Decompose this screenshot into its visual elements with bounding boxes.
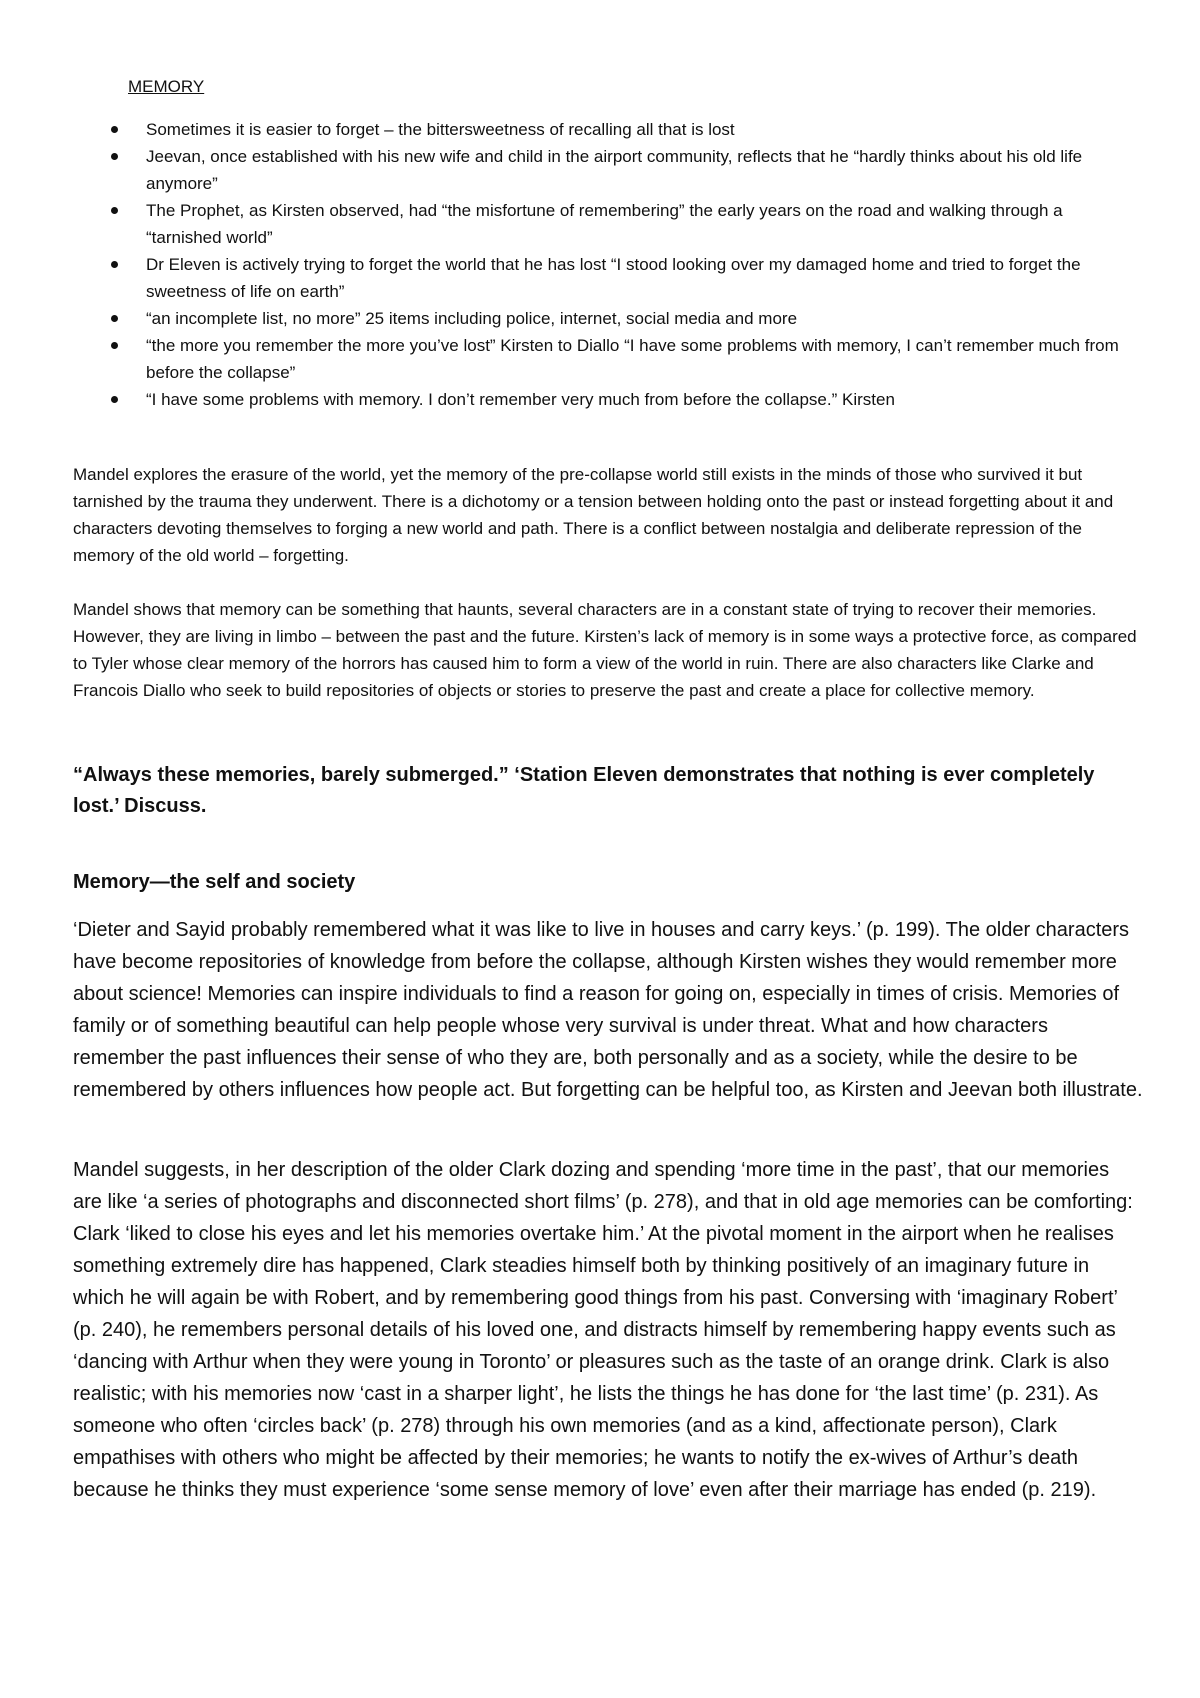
repositories-paragraph: ‘Dieter and Sayid probably remembered what it was like to live in houses and carry keys.’ (p. 199). The older characters have become repositories of knowledge from before the collapse, although Kirsten wishes they would remember more about science! Memories can inspire individuals to find a reason for going on, especially in times of crisis. Memories of family or of something beautiful can help people whose very survival is under threat. What and how characters remember the past influences their sense of who they are, both personally and as a society, while the desire to be remembered by others influences how people act. But forgetting can be helpful too, as Kirsten and Jeevan both illustrate. xyxy=(73,919,1143,1101)
bullet-text: The Prophet, as Kirsten observed, had “the misfortune of remembering” the early years on the road and walking through a “tarnished world” xyxy=(146,201,1063,247)
bullet-text: Dr Eleven is actively trying to forget the world that he has lost “I stood looking over my damaged home and tried to forget the sweetness of life on earth” xyxy=(146,255,1081,301)
bullet-item xyxy=(106,251,1136,305)
bullet-icon xyxy=(111,153,118,160)
bullet-icon xyxy=(111,126,118,133)
bullet-item xyxy=(106,386,1136,413)
bullet-item xyxy=(106,197,1136,251)
bullet-icon xyxy=(111,396,118,403)
bullet-icon xyxy=(111,207,118,214)
bullet-icon xyxy=(111,342,118,349)
bullet-text: “the more you remember the more you’ve lost” Kirsten to Diallo “I have some problems with memory, I can’t remember much from before the collapse” xyxy=(146,336,1119,382)
bullet-icon xyxy=(111,315,118,322)
bullet-text: Jeevan, once established with his new wife and child in the airport community, reflects that he “hardly thinks about his old life anymore” xyxy=(146,147,1083,193)
bullet-text: Sometimes it is easier to forget – the bittersweetness of recalling all that is lost xyxy=(146,120,735,139)
bullet-item xyxy=(106,116,1136,143)
clark-memories-paragraph: Mandel suggests, in her description of the older Clark dozing and spending ‘more time in the past’, that our memories are like ‘a series of photographs and disconnected short films’ (p. 278), and that in old age memories can be comforting: Clark ‘liked to close his eyes and let his memories overtake him.’ At the pivotal moment in the airport when he realises something extremely dire has happened, Clark steadies himself both by thinking positively of an imaginary future in which he will again be with Robert, and by remembering good things from his past. Conversing with ‘imaginary Robert’ (p. 240), he remembers personal details of his loved one, and distracts himself by remembering happy events such as ‘dancing with Arthur when they were young in Toronto’ or pleasures such as the taste of an orange drink. Clark is also realistic; with his memories now ‘cast in a sharper light’, he lists the things he has done for ‘the last time’ (p. 231). As someone who often ‘circles back’ (p. 278) through his own memories (and as a kind, affectionate person), Clark empathises with others who might be affected by their memories; he wants to notify the ex-wives of Arthur’s death because he thinks they must experience ‘some sense memory of love’ even after their marriage has ended (p. 219). xyxy=(73,1159,1133,1501)
haunting-memory-paragraph: Mandel shows that memory can be something that haunts, several characters are in a constant state of trying to recover their memories. However, they are living in limbo – between the past and the future. Kirsten’s lack of memory is in some ways a protective force, as compared to Tyler whose clear memory of the horrors has caused him to form a view of the world in ruin. There are also characters like Clarke and Francois Diallo who seek to build repositories of objects or stories to preserve the past and create a place for collective memory. xyxy=(73,600,1137,700)
erasure-paragraph: Mandel explores the erasure of the world, yet the memory of the pre-collapse world still exists in the minds of those who survived it but tarnished by the trauma they underwent. There is a dichotomy or a tension between holding onto the past or instead forgetting about it and characters devoting themselves to forging a new world and path. There is a conflict between nostalgia and deliberate repression of the memory of the old world – forgetting. xyxy=(73,465,1114,565)
bullet-item xyxy=(106,332,1136,386)
essay-question: “Always these memories, barely submerged.” ‘Station Eleven demonstrates that nothing is ever completely lost.’ Discuss. xyxy=(73,764,1095,817)
memory-bullet-list xyxy=(106,116,1136,413)
self-and-society-heading: Memory—the self and society xyxy=(73,871,356,893)
memory-heading: MEMORY xyxy=(128,77,205,96)
bullet-item xyxy=(106,305,1136,332)
bullet-item xyxy=(106,143,1136,197)
bullet-icon xyxy=(111,261,118,268)
bullet-text: “I have some problems with memory. I don’t remember very much from before the collapse.” Kirsten xyxy=(146,390,895,409)
bullet-text: “an incomplete list, no more” 25 items including police, internet, social media and more xyxy=(146,309,798,328)
